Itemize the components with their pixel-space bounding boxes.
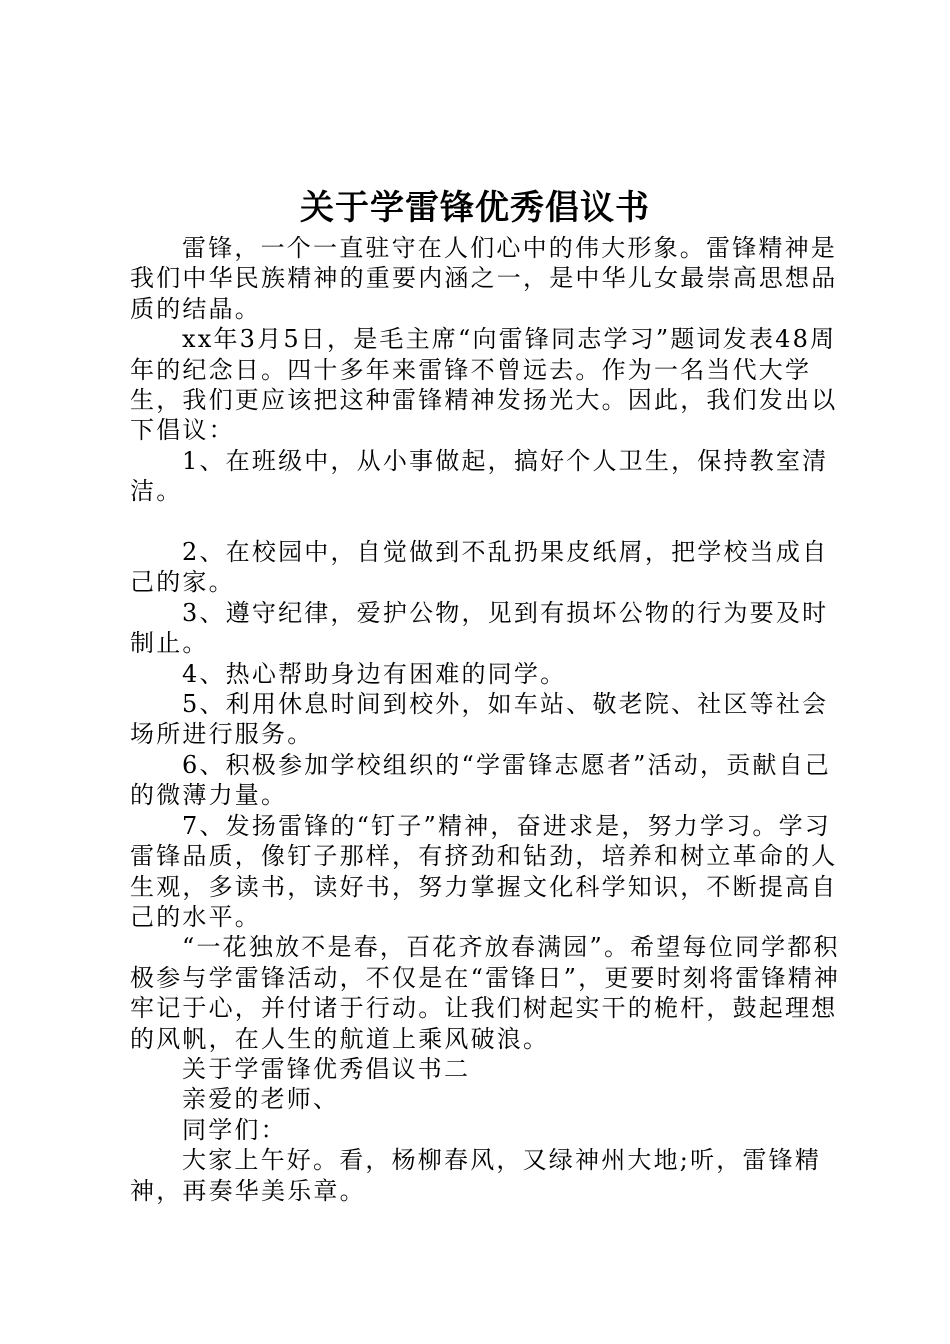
- paragraph-salutation-teachers: 亲爱的老师、: [182, 1085, 340, 1114]
- paragraph-closing: “一花独放不是春，百花齐放春满园”。希望每位同学都积极参与学雷锋活动，不仅是在“雷锋日”，更要时刻将雷锋精神牢记于心，并付诸于行动。让我们树起实干的桅杆，鼓起理想的风帆，在人生的航道上乘风破浪。: [130, 933, 841, 1053]
- paragraph-proposal-4: 4、热心帮助身边有困难的同学。: [182, 659, 567, 688]
- paragraph-proposal-7: 7、发扬雷锋的“钉子”精神，奋进求是，努力学习。学习雷锋品质，像钉子那样，有挤劲和钻劲，培养和树立革命的人生观，多读书，读好书，努力掌握文化科学知识，不断提高自己的水平。: [130, 811, 838, 931]
- paragraph-proposal-3: 3、遵守纪律，爱护公物，见到有损坏公物的行为要及时制止。: [130, 598, 829, 658]
- paragraph-proposal-5: 5、利用休息时间到校外，如车站、敬老院、社区等社会场所进行服务。: [130, 690, 829, 749]
- paragraph-proposal-1: 1、在班级中，从小事做起，搞好个人卫生，保持教室清洁。: [130, 446, 829, 506]
- document-title: 关于学雷锋优秀倡议书: [300, 188, 650, 228]
- paragraph-proposal-2: 2、在校园中，自觉做到不乱扔果皮纸屑，把学校当成自己的家。: [130, 538, 829, 597]
- paragraph-proposal-6: 6、积极参加学校组织的“学雷锋志愿者”活动，贡献自己的微薄力量。: [130, 750, 832, 810]
- paragraph-anniversary: xx年3月5日，是毛主席“向雷锋同志学习”题词发表48周年的纪念日。四十多年来雷锋不曾远去。作为一名当代大学生，我们更应该把这种雷锋精神发扬光大。因此，我们发出以下倡议：: [130, 325, 838, 445]
- paragraph-second-title: 关于学雷锋优秀倡议书二: [182, 1054, 471, 1083]
- paragraph-salutation-students: 同学们：: [182, 1115, 287, 1144]
- paragraph-spacer: [130, 507, 850, 537]
- document-body: [130, 233, 850, 1206]
- paragraph-greeting: 大家上午好。看，杨柳春风，又绿神州大地;听，雷锋精神，再奏华美乐章。: [130, 1146, 822, 1205]
- paragraph-intro: 雷锋，一个一直驻守在人们心中的伟大形象。雷锋精神是我们中华民族精神的重要内涵之一，是中华儿女最崇高思想品质的结晶。: [130, 234, 838, 323]
